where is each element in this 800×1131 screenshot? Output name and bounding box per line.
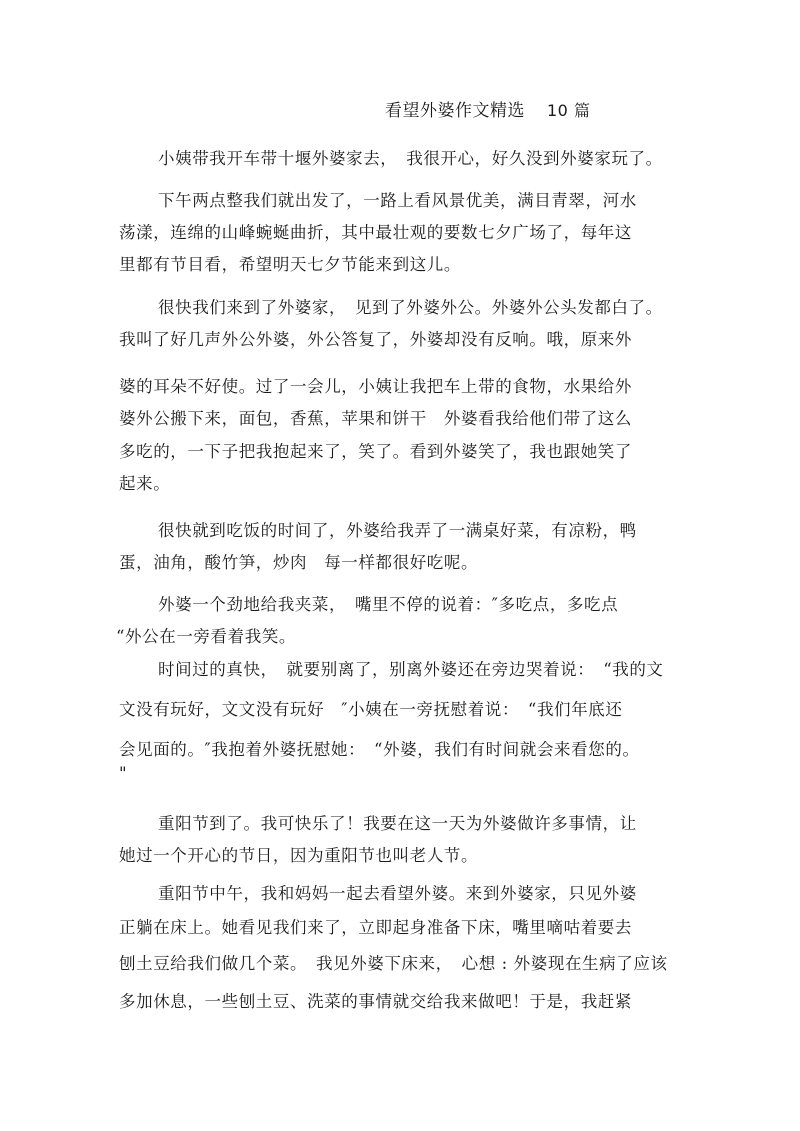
body-line: 重阳节中午，我和妈妈一起去看望外婆。来到外婆家，只见外婆	[158, 884, 637, 903]
body-line: 文没有玩好，文文没有玩好 ″小姨在一旁抚慰着说： “我们年底还	[119, 700, 623, 719]
body-line: 很快就到吃饭的时间了，外婆给我弄了一满桌好菜，有凉粉，鸭	[158, 521, 637, 540]
body-line: 时间过的真快， 就要别离了，别离外婆还在旁边哭着说： “我的文	[158, 660, 664, 679]
body-line: 蛋，油角，酸竹笋，炒肉 每一样都很好吃呢。	[119, 553, 479, 572]
title-count: 10 篇	[547, 101, 591, 120]
body-line: "	[119, 764, 128, 783]
body-line: 起来。	[119, 474, 171, 493]
title-text: 看望外婆作文精选	[385, 101, 525, 121]
body-line: 刨土豆给我们做几个菜。 我见外婆下床来， 心想 : 外婆现在生病了应该	[119, 954, 668, 973]
body-line: 荡漾，连绵的山峰蜿蜒曲折，其中最壮观的要数七夕广场了，每年这	[119, 223, 632, 242]
body-line: 我叫了好几声外公外婆，外公答复了，外婆却没有反响。哦，原来外	[119, 330, 632, 349]
body-line: 小姨带我开车带十堰外婆家去， 我很开心，好久没到外婆家玩了。	[158, 149, 663, 168]
body-line: 外婆一个劲地给我夹菜， 嘴里不停的说着：″多吃点，多吃点	[158, 595, 619, 614]
document-title	[385, 96, 590, 121]
body-line: 婆外公搬下来，面包，香蕉，苹果和饼干 外婆看我给他们带了这么	[119, 409, 632, 428]
body-line: 她过一个开心的节日，因为重阳节也叫老人节。	[119, 846, 479, 865]
body-line: 里都有节目看，希望明天七夕节能来到这儿。	[119, 255, 461, 274]
body-line: 多吃的，一下子把我抱起来了，笑了。看到外婆笑了，我也跟她笑了	[119, 442, 632, 461]
body-line: 正躺在床上。她看见我们来了，立即起身准备下床，嘴里嘀咕着要去	[119, 918, 632, 937]
body-line: “外公在一旁看着我笑。	[116, 627, 297, 646]
body-line: 婆的耳朵不好使。过了一会儿，小姨让我把车上带的食物，水果给外	[119, 377, 632, 396]
body-line: 多加休息，一些刨土豆、洗菜的事情就交给我来做吧！于是，我赶紧	[119, 992, 632, 1011]
body-line: 很快我们来到了外婆家， 见到了外婆外公。外婆外公头发都白了。	[158, 298, 663, 317]
body-line: 重阳节到了。我可快乐了！我要在这一天为外婆做许多事情，让	[158, 814, 637, 833]
body-line: 会见面的。″我抱着外婆抚慰她： “外婆，我们有时间就会来看您的。	[119, 740, 640, 759]
body-line: 下午两点整我们就出发了，一路上看风景优美，满目青翠，河水	[158, 191, 637, 210]
